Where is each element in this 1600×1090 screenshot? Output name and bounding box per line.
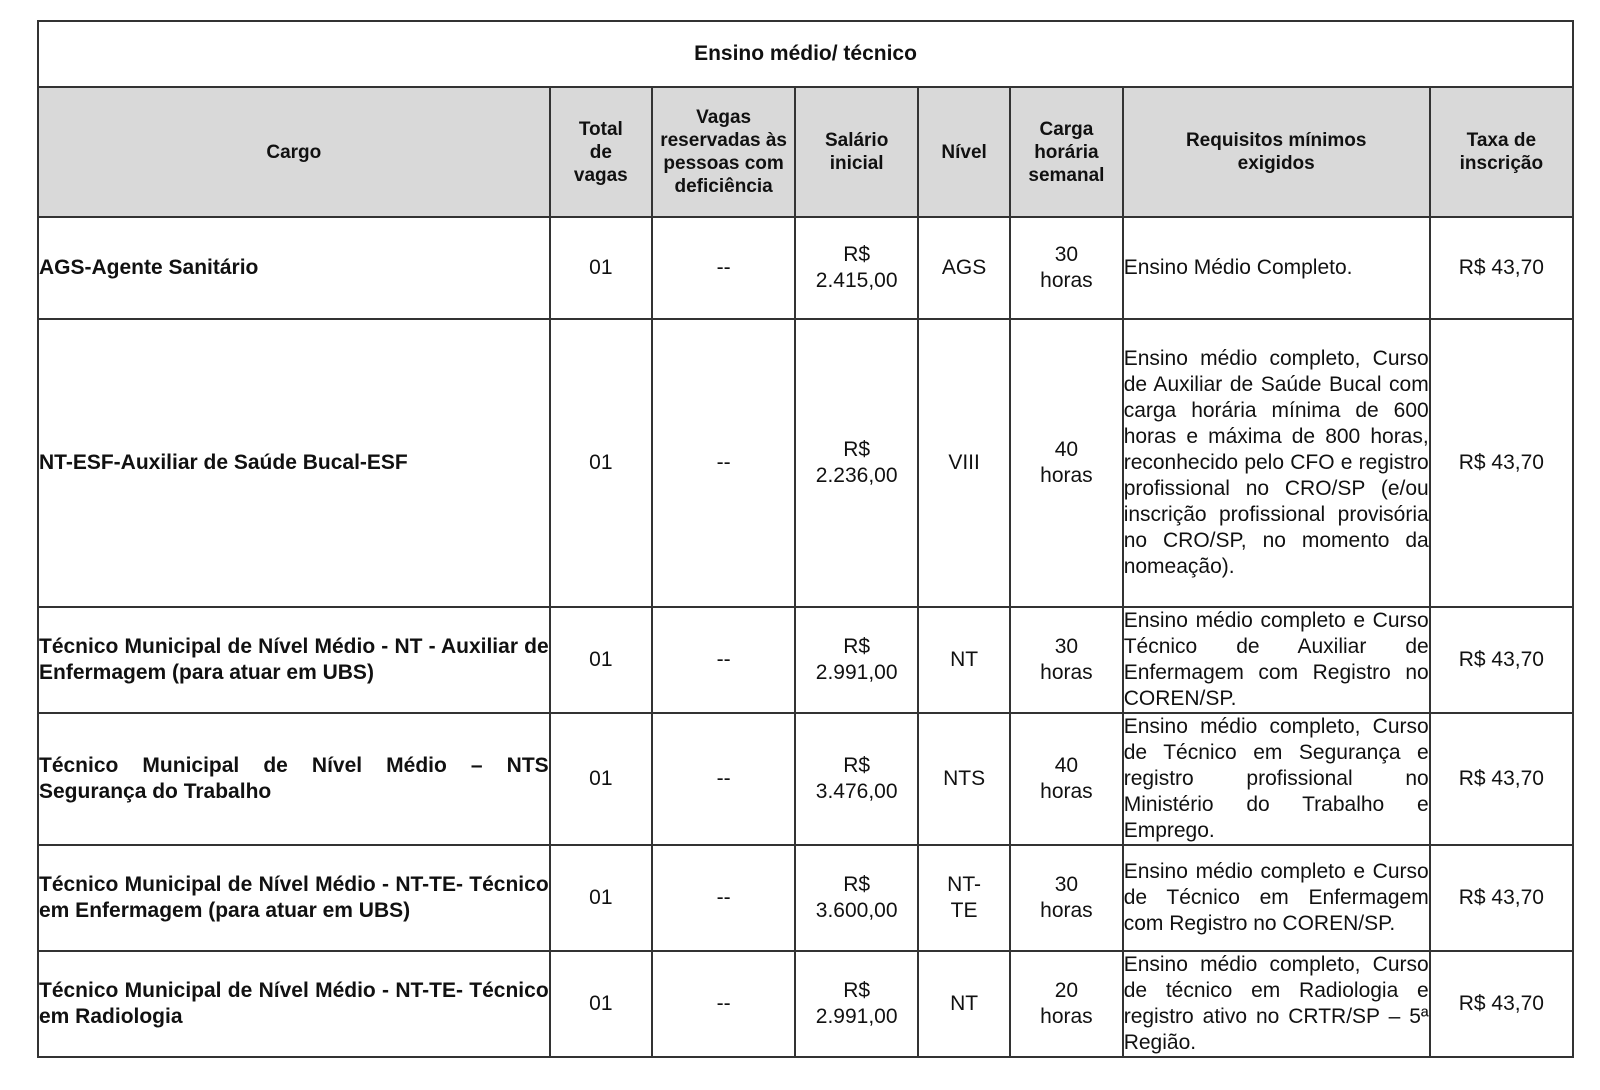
table-title: Ensino médio/ técnico [38,21,1573,87]
reservadas-cell: -- [652,319,795,607]
requisitos-cell: Ensino Médio Completo. [1123,217,1430,319]
taxa-cell: R$ 43,70 [1430,845,1573,951]
table-row [38,607,1573,713]
vagas-cell: 01 [550,951,652,1057]
salario-cell: R$ 2.415,00 [795,217,918,319]
taxa-cell: R$ 43,70 [1430,951,1573,1057]
salario-cell: R$ 3.476,00 [795,713,918,845]
header-cargo: Cargo [38,87,550,217]
nivel-cell: NT-TE [918,845,1010,951]
vagas-cell: 01 [550,319,652,607]
nivel-cell: NT [918,951,1010,1057]
reservadas-cell: -- [652,845,795,951]
cargo-cell: Técnico Municipal de Nível Médio – NTS Segurança do Trabalho [38,713,550,845]
header-total-vagas: Total de vagas [550,87,652,217]
nivel-cell: AGS [918,217,1010,319]
nivel-cell: NT [918,607,1010,713]
reservadas-cell: -- [652,607,795,713]
positions-table [37,20,1574,1058]
taxa-cell: R$ 43,70 [1430,319,1573,607]
vagas-cell: 01 [550,607,652,713]
vagas-cell: 01 [550,217,652,319]
salario-cell: R$ 2.236,00 [795,319,918,607]
header-carga: Carga horária semanal [1010,87,1123,217]
carga-cell: 30 horas [1010,845,1123,951]
reservadas-cell: -- [652,217,795,319]
salario-cell: R$ 3.600,00 [795,845,918,951]
taxa-cell: R$ 43,70 [1430,217,1573,319]
vagas-cell: 01 [550,845,652,951]
table-row [38,713,1573,845]
cargo-cell: AGS-Agente Sanitário [38,217,550,319]
table-row [38,217,1573,319]
header-row [38,87,1573,217]
cargo-cell: NT-ESF-Auxiliar de Saúde Bucal-ESF [38,319,550,607]
table-row [38,319,1573,607]
salario-cell: R$ 2.991,00 [795,607,918,713]
requisitos-cell: Ensino médio completo, Curso de Técnico em Segurança e registro profissional no Ministério do Trabalho e Emprego. [1123,713,1430,845]
requisitos-cell: Ensino médio completo e Curso Técnico de Auxiliar de Enfermagem com Registro no COREN/SP. [1123,607,1430,713]
salario-cell: R$ 2.991,00 [795,951,918,1057]
title-row [38,21,1573,87]
carga-cell: 30 horas [1010,607,1123,713]
cargo-cell: Técnico Municipal de Nível Médio - NT-TE- Técnico em Radiologia [38,951,550,1057]
header-requisitos: Requisitos mínimos exigidos [1123,87,1430,217]
header-nivel: Nível [918,87,1010,217]
requisitos-cell: Ensino médio completo, Curso de Auxiliar de Saúde Bucal com carga horária mínima de 600 horas e máxima de 800 horas, reconhecido pelo CFO e registro profissional no CRO/SP (e/ou inscrição profissional provisória no CRO/SP, no momento da nomeação). [1123,319,1430,607]
carga-cell: 40 horas [1010,319,1123,607]
cargo-cell: Técnico Municipal de Nível Médio - NT - Auxiliar de Enfermagem (para atuar em UBS) [38,607,550,713]
vagas-cell: 01 [550,713,652,845]
reservadas-cell: -- [652,951,795,1057]
carga-cell: 40 horas [1010,713,1123,845]
table-row [38,845,1573,951]
taxa-cell: R$ 43,70 [1430,607,1573,713]
nivel-cell: VIII [918,319,1010,607]
header-salario: Salário inicial [795,87,918,217]
taxa-cell: R$ 43,70 [1430,713,1573,845]
requisitos-cell: Ensino médio completo, Curso de técnico em Radiologia e registro ativo no CRTR/SP – 5ª Região. [1123,951,1430,1057]
requisitos-cell: Ensino médio completo e Curso de Técnico em Enfermagem com Registro no COREN/SP. [1123,845,1430,951]
table-row [38,951,1573,1057]
nivel-cell: NTS [918,713,1010,845]
reservadas-cell: -- [652,713,795,845]
carga-cell: 30 horas [1010,217,1123,319]
carga-cell: 20 horas [1010,951,1123,1057]
header-taxa: Taxa de inscrição [1430,87,1573,217]
cargo-cell: Técnico Municipal de Nível Médio - NT-TE- Técnico em Enfermagem (para atuar em UBS) [38,845,550,951]
header-vagas-reservadas: Vagas reservadas às pessoas com deficiência [652,87,795,217]
